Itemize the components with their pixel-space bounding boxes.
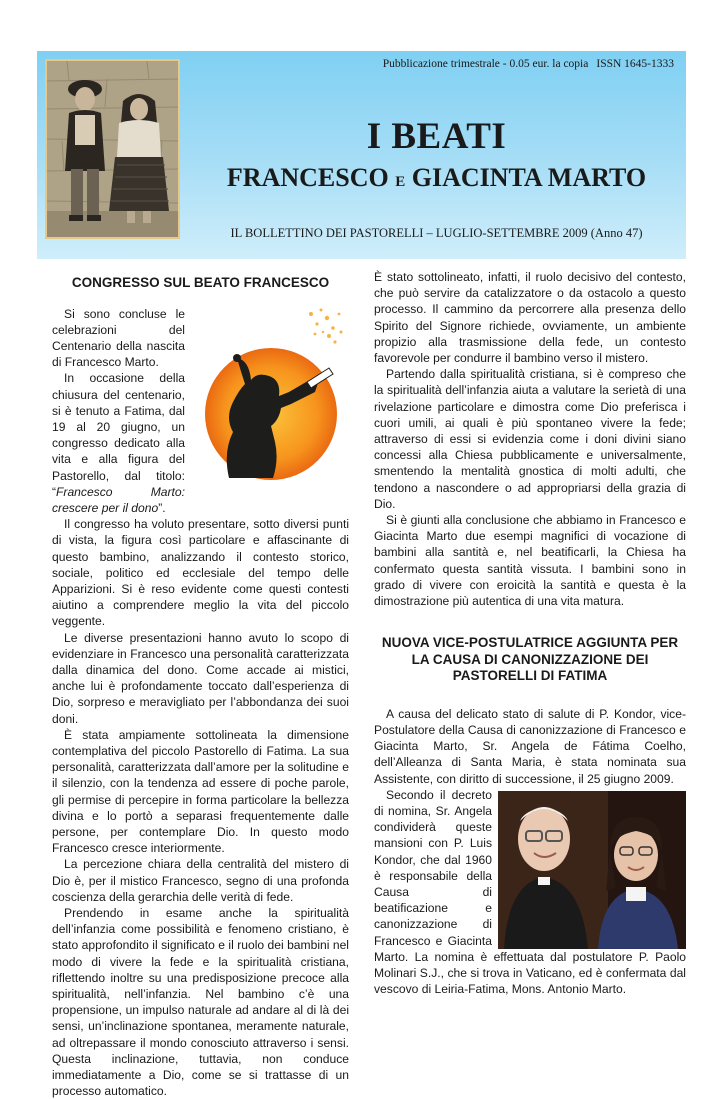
article1-title: CONGRESSO SUL BEATO FRANCESCO	[71, 275, 330, 290]
article1-paragraph: Si sono concluse le celebrazioni del Centenario della nascita di Francesco Marto.	[52, 306, 185, 370]
article1-paragraph: Si è giunti alla conclusione che abbiamo in Francesco e Giacinta Marto due esempi magnifici di vocazione di bambini alla santità e, nel beatificarli, la Chiesa ha confermato questa santità vissuta. I bambini sono in grado di vivere con eroicità la santità e questa è la dimostrazione più autentica di una vita matura.	[374, 513, 686, 609]
article1-paragraph: Prendendo in esame anche la spiritualità dell’infanzia come possibilità e fenomeno cristiano, è stato approfondito il significato e il ruolo dei bambini nel modo di vivere la fede e la spiritualità cristiana, riflettendo inoltre su una predisposizione precoce alla spiritualità, nell’infanzia. Nel bambino c’è una propensione, un impulso naturale ad andare al di là dei sensi, un’inclinazione spontanea, meramente naturale, ad oltrepassare il mondo conosciuto attraverso i sensi. Questa inclinazione, tuttavia, non conduce immediatamente a Dio, come se si trattasse di un processo automatico.	[52, 906, 349, 1099]
article1-paragraph: Il congresso ha voluto presentare, sotto diversi punti di vista, la figura così particolare e affascinante di questo bambino, analizzando il contesto storico, sociale, politico ed ecclesiale del tempo delle Apparizioni. Si è reso evidente come questi contesti aiutino a comprendere meglio la vita del piccolo veggente.	[52, 517, 349, 629]
article2-paragraph: Secondo il decreto di nomina, Sr. Angela condividerà queste mansioni con P. Luis Kondor, che dal 1960 è responsabile della Causa di beatificazione e canonizzazione di Francesco e Giacinta Marto. La nomina è effettuata dal postulatore P. Paolo Molinari S.J., che si trova in Vaticano, ed è confermata dal vescovo di Leiria-Fatima, Mons. Antonio Marto.	[374, 787, 686, 997]
kondor-angela-photo	[498, 791, 686, 949]
bulletin-issue-line: IL BOLLETTINO DEI PASTORELLI – LUGLIO-SETTEMBRE 2009 (Anno 47)	[230, 226, 643, 240]
article1-paragraph: È stata ampiamente sottolineata la dimensione contemplativa del piccolo Pastorello di Fatima. La sua personalità, caratterizzata dall’amore per la solitudine e il silenzio, con la tendenza ad essere di poche parole, gli permise di percepire in forma particolare la bellezza divina e lo portò a separasi frequentemente dalle persone, per contemplare Dio. In questo modo Francesco cresce interiormente.	[52, 727, 349, 856]
priest-and-sister-image	[498, 791, 686, 949]
pastorelli-photo	[45, 59, 180, 239]
right-column	[374, 269, 686, 997]
publication-info	[383, 58, 674, 70]
article2-title: NUOVA VICE-POSTULATRICE AGGIUNTA PER LA CAUSA DI CANONIZZAZIONE DEI PASTORELLI DI FATIMA	[381, 635, 679, 684]
left-column	[52, 275, 349, 1099]
subtitle-giacinta-marto: GIACINTA MARTO	[411, 163, 647, 192]
article2-paragraph: A causa del delicato stato di salute di P. Kondor, vice-Postulatore della Causa di canonizzazione di Francesco e Giacinta Marto, Sr. Angela de Fátima Coelho, dell’Alleanza di Santa Maria, è stata nominata sua Assistente, con diritto di successione, il 25 giugno 2009.	[374, 706, 686, 786]
publication-frequency-price: Pubblicazione trimestrale - 0.05 eur. la copia	[382, 58, 589, 70]
article1-paragraph: La percezione chiara della centralità del mistero di Dio è, per il mistico Francesco, segno di una profonda coscienza della gerarchia delle verità di fede.	[52, 857, 349, 904]
page-title: I BEATI	[366, 116, 507, 157]
article1-paragraph: Partendo dalla spiritualità cristiana, si è compreso che la spiritualità dell’infanzia aiuta a valutare la serietà di una rivelazione particolare e dimostra come Dio preferisca i cuori umili, ai quali è più spontaneo vivere la fede; attraverso di essi si evidenzia come i doni divini siano concessi alla Chiesa pubblicamente e universalmente, smentendo la mentalità gnostica di molti adulti, che tendono a nascondere o ad appropriarsi della grazia di Dio.	[374, 367, 686, 511]
sparkle-dots	[309, 308, 343, 343]
article1-paragraph-text: ”.	[158, 500, 166, 515]
issn: ISSN 1645-1333	[596, 58, 674, 70]
article1-paragraph: È stato sottolineato, infatti, il ruolo decisivo del contesto, che può servire da catalizzatore o da ostacolo a questo processo. Il cammino da percorrere alla presenza dello Spirito del Signore richiede, ovviamente, un ambiente propizio alla trasmissione della fede, un contesto favorevole per condurre il bambino verso il mistero.	[374, 270, 686, 366]
article1-paragraph: Le diverse presentazioni hanno avuto lo scopo di evidenziare in Francesco una personalità caratterizzata dalla dinamica del dono. Come accade ai mistici, anche lui è profondamente toccato dall’esperienza di Dio, sorpreso e meravigliato per l’abbondanza dei suoi doni.	[52, 630, 349, 726]
children-portrait-image	[47, 61, 178, 237]
page-subtitle	[187, 163, 686, 193]
child-with-trumpet-logo	[193, 302, 349, 492]
congress-title: Francesco Marto: crescere per il dono	[52, 484, 185, 515]
masthead	[37, 51, 686, 259]
subtitle-connector: E	[395, 174, 406, 190]
centenary-logo	[193, 302, 349, 492]
article1-paragraph-text: In occasione della chiusura del centenario, si è tenuto a Fatima, dal 19 al 20 giugno, un congresso dedicato alla vita e alla figura del Pastorello, dal titolo: “	[52, 371, 185, 499]
subtitle-francesco: FRANCESCO	[226, 163, 389, 192]
